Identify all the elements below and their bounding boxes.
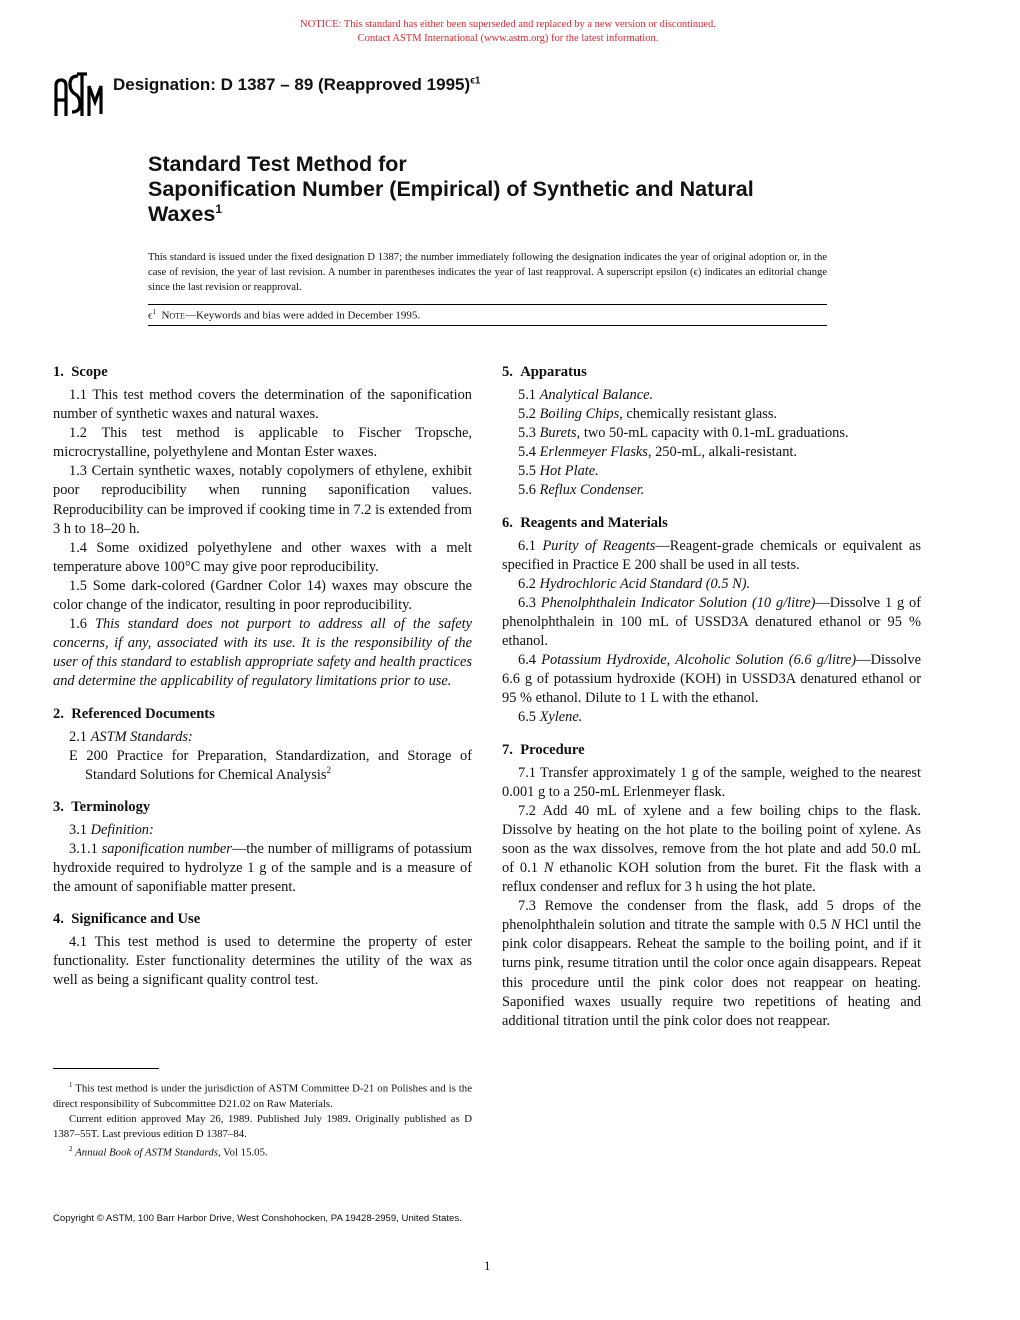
paragraph-text: —Dissolve 1 g of phenolphthalein in 100 mL of USSD3A denatured ethanol or 95 % ethanol. xyxy=(502,594,921,650)
paragraph-text: Erlenmeyer Flasks, xyxy=(539,444,652,461)
paragraph-text: Reflux Condenser. xyxy=(539,482,645,499)
paragraph-text: This standard does not purport to address all of the safety concerns, if any, associated with its use. It is the responsibility of the user of this standard to establish appropriate safety and health practices and determine the applicability of regulatory limitations prior to use. xyxy=(53,616,472,690)
paragraph-text: chemically resistant glass. xyxy=(622,406,778,423)
page-number: 1 xyxy=(484,1258,491,1273)
section-heading xyxy=(502,363,921,382)
paragraph-number: 5.1 xyxy=(518,387,536,403)
note-label: Note xyxy=(161,309,185,322)
footnote-text: Current edition approved May 26, 1989. Published July 1989. Originally published as D 1387–55T. Last previous edition D 1387–84. xyxy=(53,1113,472,1141)
paragraph-text: —Dissolve 6.6 g of potassium hydroxide (KOH) in USSD3A denatured ethanol or 95 % ethanol. Dilute to 1 L with the ethanol. xyxy=(502,652,921,707)
section-number: 1. xyxy=(53,364,64,380)
paragraph-number: 7.2 xyxy=(518,802,536,819)
paragraph-number: 3.1.1 xyxy=(69,840,98,857)
copyright: Copyright © ASTM, 100 Barr Harbor Drive, West Conshohocken, PA 19428-2959, United States. xyxy=(53,1213,462,1224)
section xyxy=(53,910,472,990)
section-number: 6. xyxy=(502,514,513,531)
title-line-3-text: Waxes xyxy=(148,202,216,226)
paragraph-number: 6.2 xyxy=(518,575,536,592)
section-title: Referenced Documents xyxy=(71,705,215,722)
paragraph xyxy=(53,933,472,990)
title-line-2: Saponification Number (Empirical) of Synthetic and Natural xyxy=(148,177,754,201)
paragraph-number: 6.1 xyxy=(518,537,536,554)
footnote-text: This test method is under the jurisdiction of ASTM Committee D-21 on Polishes and is the direct responsibility of Subcommittee D21.02 on Raw Materials. xyxy=(53,1082,472,1110)
paragraph-text: Some dark-colored (Gardner Color 14) waxes may obscure the color change of the indicator, resulting in poor reproducibility. xyxy=(53,577,472,614)
paragraph-text: —the number of milligrams of potassium hydroxide required to hydrolyze 1 g of the sample and is a measure of the amount of saponifiable matter present. xyxy=(53,840,472,896)
paragraph-number: 5.3 xyxy=(518,425,536,442)
designation-text: Designation: D 1387 – 89 (Reapproved 1995) xyxy=(113,75,471,94)
paragraph-text: Potassium Hydroxide, Alcoholic Solution (6.6 g/litre) xyxy=(541,652,857,669)
paragraph xyxy=(502,651,921,708)
footnote-italic: Annual Book of ASTM Standards, xyxy=(75,1147,221,1159)
designation-superscript: ϵ1 xyxy=(470,75,481,87)
paragraph xyxy=(502,537,921,575)
paragraph-number: 5.4 xyxy=(518,444,536,461)
paragraph xyxy=(502,462,921,481)
section-number: 7. xyxy=(502,741,513,758)
paragraph-text: 2 xyxy=(326,764,331,775)
section-title: Terminology xyxy=(71,798,151,815)
paragraph xyxy=(502,897,921,1031)
paragraph-text: Hot Plate. xyxy=(539,463,599,480)
divider xyxy=(148,325,827,326)
paragraph xyxy=(502,443,921,462)
section xyxy=(502,363,921,501)
paragraph-number: 1.6 xyxy=(69,616,87,633)
astm-logo xyxy=(53,72,103,118)
section-heading xyxy=(502,514,921,533)
paragraph-text: Purity of Reagents xyxy=(542,537,656,554)
paragraph xyxy=(53,728,472,747)
section-heading xyxy=(53,705,472,724)
paragraph xyxy=(502,594,921,651)
paragraph xyxy=(53,747,472,785)
paragraph-text: Hydrochloric Acid Standard (0.5 N). xyxy=(539,575,751,592)
paragraph-text: 250-mL, alkali-resistant. xyxy=(651,444,797,461)
note-mark: ϵ xyxy=(148,309,153,322)
paragraph-number: 1.2 xyxy=(69,425,87,442)
section-title: Reagents and Materials xyxy=(520,514,668,531)
right-column xyxy=(502,363,921,1044)
paragraph-text: Transfer approximately 1 g of the sample, weighed to the nearest 0.001 g to a 250-mL Erlenmeyer flask. xyxy=(502,764,921,800)
section xyxy=(502,514,921,728)
paragraph-number: 1.1 xyxy=(69,387,87,403)
section-number: 2. xyxy=(53,705,64,722)
section-number: 3. xyxy=(53,798,64,815)
paragraph-number: 7.1 xyxy=(518,764,536,781)
paragraph xyxy=(53,821,472,840)
paragraph-text: This test method covers the determination of the saponification number of synthetic waxes and natural waxes. xyxy=(53,387,472,423)
paragraph xyxy=(502,575,921,594)
paragraph xyxy=(502,764,921,802)
section-number: 4. xyxy=(53,911,64,928)
title-footnote-mark: 1 xyxy=(215,201,223,216)
paragraph-text: Boiling Chips, xyxy=(539,406,623,423)
paragraph-text: Burets, xyxy=(539,425,581,442)
section xyxy=(53,798,472,897)
section-heading xyxy=(53,363,472,382)
footnote-mark: 1 xyxy=(69,1081,73,1089)
paragraph-number: 1.5 xyxy=(69,577,87,594)
editorial-note xyxy=(148,308,420,322)
paragraph-number: 2.1 xyxy=(69,728,87,745)
paragraph-text: —Reagent-grade chemicals or equivalent as specified in Practice E 200 shall be used in all tests. xyxy=(502,537,921,573)
footnote-text: Vol 15.05. xyxy=(220,1147,268,1159)
paragraph xyxy=(53,424,472,462)
paragraph xyxy=(53,615,472,691)
paragraph-number: 7.3 xyxy=(518,898,536,915)
paragraph-number: 5.5 xyxy=(518,463,536,480)
paragraph-number: 1.4 xyxy=(69,539,87,556)
paragraph xyxy=(53,539,472,577)
paragraph-number: 3.1 xyxy=(69,821,87,838)
paragraph xyxy=(53,386,472,424)
paragraph-text: N xyxy=(830,917,841,934)
footnote-mark: 2 xyxy=(69,1145,73,1154)
section-number: 5. xyxy=(502,364,513,380)
note-sup: 1 xyxy=(152,308,156,316)
page-title xyxy=(148,152,754,227)
section-title: Apparatus xyxy=(520,364,587,380)
paragraph-number: 6.5 xyxy=(518,709,536,726)
paragraph-text: two 50-mL capacity with 0.1-mL graduations. xyxy=(580,425,849,442)
footnote-1-cont xyxy=(53,1112,472,1142)
paragraph xyxy=(53,462,472,538)
paragraph-text: This test method is applicable to Fischer Tropsche, microcrystalline, polyethylene and Montan Ester waxes. xyxy=(53,425,473,461)
section xyxy=(502,741,921,1031)
paragraph-text: Add 40 mL of xylene and a few boiling chips to the flask. Dissolve by heating on the hot plate to the boiling point of xylene. As soon as the wax dissolves, remove from the hot plate and add 50.0 mL of 0.1 xyxy=(502,802,921,876)
designation xyxy=(113,75,481,95)
paragraph-text: HCl until the pink color disappears. Reheat the sample to the boiling point, and if it turns pink, resume titration until the color once again disappears. Repeat this procedure until the pink color does not reappear on heating. Saponified waxes usually require two repetitions of heating and additional titration until the pink color does not reappear. xyxy=(502,917,921,1029)
paragraph-text: saponification number xyxy=(101,840,232,857)
paragraph xyxy=(53,577,472,615)
divider xyxy=(148,304,827,305)
section xyxy=(53,705,472,785)
abstract: This standard is issued under the fixed designation D 1387; the number immediately following the designation indicates the year of original adoption or, in the case of revision, the year of last revision. A number in parentheses indicates the year of last reapproval. A superscript epsilon (ϵ) indicates an editorial change since the last revision or reapproval. xyxy=(148,252,827,293)
section-heading xyxy=(502,741,921,760)
paragraph xyxy=(502,424,921,443)
title-line-3 xyxy=(148,202,754,227)
paragraph-text: Remove the condenser from the flask, add 5 drops of the phenolphthalein solution and titrate the sample with 0.5 xyxy=(502,898,921,934)
footnote-1 xyxy=(53,1078,472,1112)
footnote-2 xyxy=(53,1142,472,1161)
footnote-divider xyxy=(53,1068,159,1069)
paragraph-number: 5.2 xyxy=(518,406,536,423)
paragraph-text: Phenolphthalein Indicator Solution (10 g/litre) xyxy=(540,594,816,611)
section-title: Significance and Use xyxy=(71,911,201,928)
section-heading xyxy=(53,798,472,817)
paragraph-number: 4.1 xyxy=(69,934,87,951)
paragraph-text: Analytical Balance. xyxy=(539,387,654,403)
section-heading xyxy=(53,910,472,929)
paragraph-number: 6.4 xyxy=(518,652,536,669)
paragraph-text: Some oxidized polyethylene and other waxes with a melt temperature above 100°C may give poor reproducibility. xyxy=(53,539,472,575)
note-text: —Keywords and bias were added in December 1995. xyxy=(184,309,421,322)
section-title: Scope xyxy=(71,364,108,380)
paragraph xyxy=(502,405,921,424)
left-column xyxy=(53,363,472,1003)
paragraph-text: Definition: xyxy=(90,821,154,838)
paragraph xyxy=(53,840,472,897)
section xyxy=(53,363,472,692)
paragraph-text: ASTM Standards: xyxy=(90,728,193,745)
section-title: Procedure xyxy=(520,741,585,758)
notice-line-1: NOTICE: This standard has either been superseded and replaced by a new version or discontinued. xyxy=(300,19,716,30)
paragraph xyxy=(502,481,921,500)
title-line-1: Standard Test Method for xyxy=(148,152,407,176)
paragraph xyxy=(502,708,921,727)
paragraph-number: 6.3 xyxy=(518,594,536,611)
paragraph-text: This test method is used to determine the property of ester functionality. Ester functionality determines the utility of the wax as well as being a significant quality control test. xyxy=(53,934,472,989)
paragraph-text: ethanolic KOH solution from the buret. Fit the flask with a reflux condenser and reflux for 3 h using the hot plate. xyxy=(502,859,922,896)
paragraph-text: E 200 Practice for Preparation, Standardization, and Storage of Standard Solutions for Chemical Analysis xyxy=(69,747,472,783)
paragraph xyxy=(502,386,921,405)
footnotes xyxy=(53,1078,472,1161)
paragraph-text: Xylene. xyxy=(539,709,583,726)
paragraph-number: 5.6 xyxy=(518,482,536,499)
paragraph-number: 1.3 xyxy=(69,463,87,480)
paragraph-text: Certain synthetic waxes, notably copolymers of ethylene, exhibit poor reproducibility when running saponification values. Reproducibility can be improved if cooking time in 7.2 is extended from 3 h to 18–20 h. xyxy=(53,463,472,537)
paragraph-text: N xyxy=(543,859,554,876)
notice-line-2: Contact ASTM International (www.astm.org) for the latest information. xyxy=(357,33,659,44)
paragraph xyxy=(502,802,921,897)
